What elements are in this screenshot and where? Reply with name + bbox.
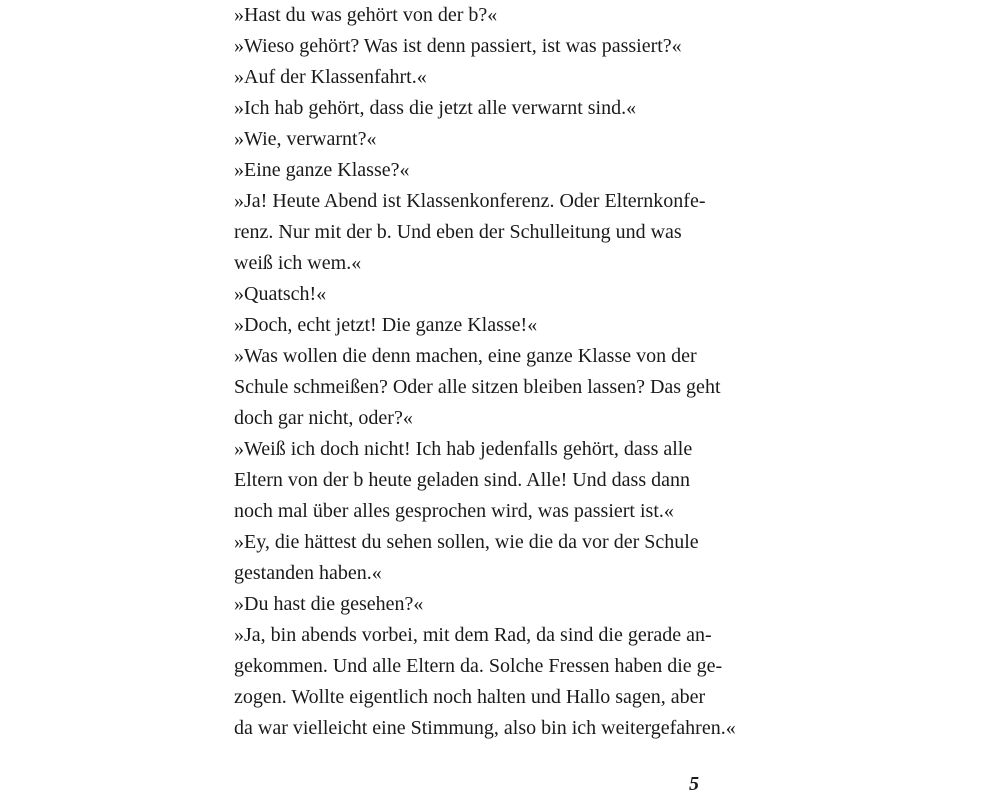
text-line: »Wie, verwarnt?« [234,128,377,150]
text-line: Eltern von der b heute geladen sind. Alle! Und dass dann [234,469,690,491]
text-line: »Du hast die gesehen?« [234,593,424,615]
text-line: da war vielleicht eine Stimmung, also bin ich weitergefahren.« [234,717,736,739]
dialogue-text-block [234,0,774,744]
text-line: »Ja, bin abends vorbei, mit dem Rad, da sind die gerade an- [234,624,712,646]
text-line: gestanden haben.« [234,562,382,584]
text-line: noch mal über alles gesprochen wird, was passiert ist.« [234,500,674,522]
text-line: doch gar nicht, oder?« [234,407,413,429]
text-line: »Was wollen die denn machen, eine ganze Klasse von der [234,345,697,367]
text-line: »Hast du was gehört von der b?« [234,4,498,26]
text-line: Schule schmeißen? Oder alle sitzen bleiben lassen? Das geht [234,376,721,398]
text-line: weiß ich wem.« [234,252,362,274]
page-number: 5 [689,773,699,795]
text-line: »Auf der Klassenfahrt.« [234,66,427,88]
text-line: zogen. Wollte eigentlich noch halten und Hallo sagen, aber [234,686,706,708]
text-line: »Ich hab gehört, dass die jetzt alle verwarnt sind.« [234,97,637,119]
text-line: gekommen. Und alle Eltern da. Solche Fressen haben die ge- [234,655,723,677]
text-line: »Weiß ich doch nicht! Ich hab jedenfalls gehört, dass alle [234,438,693,460]
text-line: »Wieso gehört? Was ist denn passiert, ist was passiert?« [234,35,682,57]
text-line: »Quatsch!« [234,283,327,305]
text-line: »Ey, die hättest du sehen sollen, wie die da vor der Schule [234,531,699,553]
text-line: »Eine ganze Klasse?« [234,159,410,181]
text-line: »Doch, echt jetzt! Die ganze Klasse!« [234,314,538,336]
text-line: renz. Nur mit der b. Und eben der Schulleitung und was [234,221,682,243]
text-line: »Ja! Heute Abend ist Klassenkonferenz. Oder Elternkonfe- [234,190,706,212]
